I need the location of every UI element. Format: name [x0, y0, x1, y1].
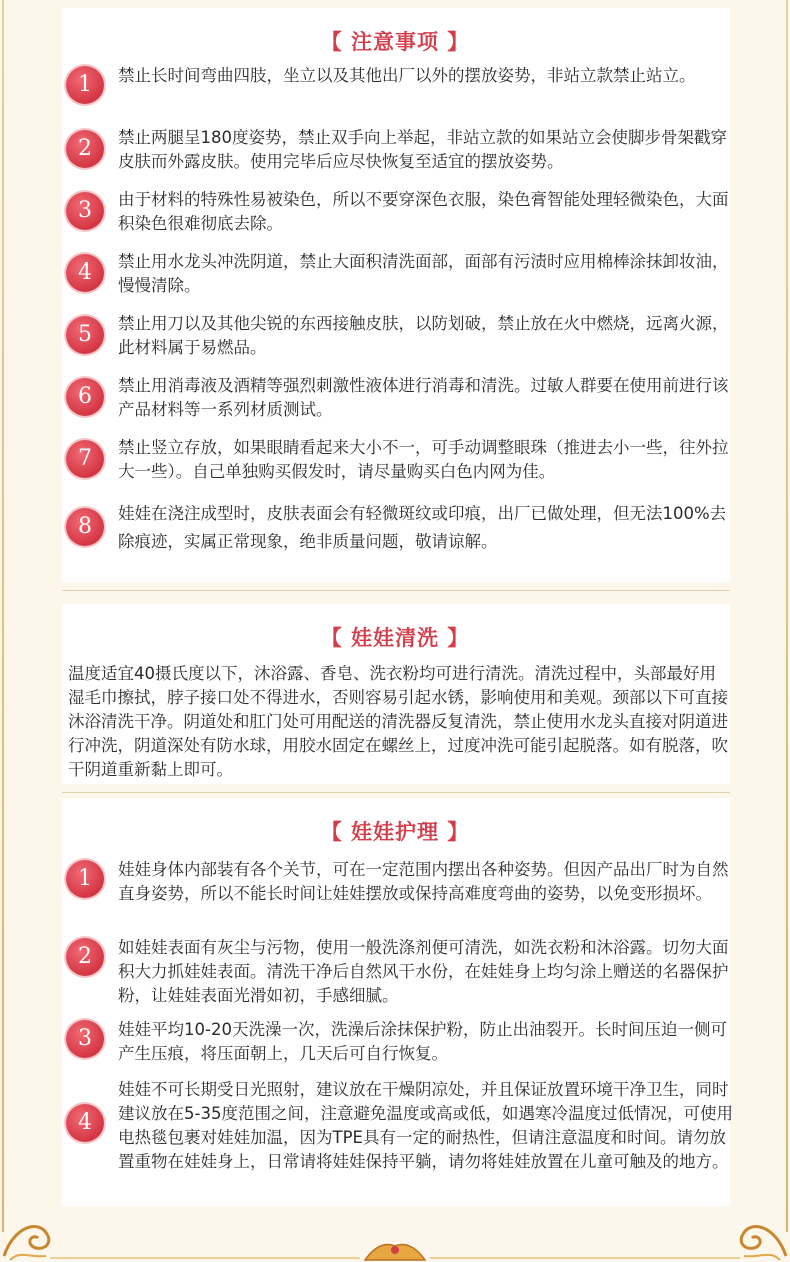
number-badge: 4 [66, 254, 104, 292]
number-badge: 4 [66, 1104, 104, 1142]
left-corner-scroll [4, 1226, 49, 1256]
number-badge: 6 [66, 378, 104, 416]
notice-title: 【 注意事项 】 [320, 30, 470, 54]
section-divider [62, 792, 730, 793]
number-badge: 8 [66, 508, 104, 546]
care-item-text: 如娃娃表面有灰尘与污物，使用一般洗涤剂便可清洗，如洗衣粉和沐浴露。切勿大面积大力抓娃娃表面。清洗干净后自然风干水份，在娃娃身上均匀涂上赠送的名器保护粉，让娃娃表面光滑如初，手感细腻。 [118, 938, 729, 1005]
cleaning-text: 温度适宜40摄氏度以下，沐浴露、香皂、洗衣粉均可进行清洗。清洗过程中，头部最好用湿毛巾擦拭，脖子接口处不得进水，否则容易引起水锈，影响使用和美观。颈部以下可直接沐浴清洗干净。阴道处和肛门处可用配送的清洗器反复清洗，禁止使用水龙头直接对阴道进行冲洗，阴道深处有防水球，用胶水固定在螺丝上，过度冲洗可能引起脱落。如有脱落，吹干阴道重新黏上即可。 [68, 664, 728, 779]
care-title: 【 娃娃护理 】 [320, 820, 470, 844]
number-badge: 1 [66, 860, 104, 898]
right-corner-flourish [744, 1255, 780, 1260]
number-badge: 1 [66, 66, 104, 104]
cleaning-title: 【 娃娃清洗 】 [320, 626, 470, 650]
left-corner-flourish [10, 1255, 46, 1260]
bottom-ornament [0, 1206, 790, 1262]
care-item-text: 娃娃平均10-20天洗澡一次，洗澡后涂抹保护粉，防止出油裂开。长时间压迫一侧可产生压痕，将压面朝上，几天后可自行恢复。 [118, 1020, 727, 1063]
number-badge: 3 [66, 192, 104, 230]
notice-item-text: 禁止用刀以及其他尖锐的东西接触皮肤，以防划破，禁止放在火中燃烧，远离火源，此材料属于易燃品。 [118, 314, 729, 357]
care-item-text: 娃娃身体内部装有各个关节，可在一定范围内摆出各种姿势。但因产品出厂时为自然直身姿势，所以不能长时间让娃娃摆放或保持高难度弯曲的姿势，以免变形损坏。 [118, 860, 729, 903]
frame-right-border [786, 0, 788, 1232]
notice-item-text: 由于材料的特殊性易被染色，所以不要穿深色衣服，染色膏智能处理轻微染色，大面积染色很难彻底去除。 [118, 190, 729, 233]
center-ornament-gem [391, 1246, 399, 1254]
right-corner-scroll [741, 1226, 786, 1256]
notice-item-text: 禁止用水龙头冲洗阴道，禁止大面积清洗面部，面部有污渍时应用棉棒涂抹卸妆油，慢慢清除。 [118, 252, 729, 295]
notice-item-text: 禁止两腿呈180度姿势，禁止双手向上举起，非站立款的如果站立会使脚步骨架戳穿皮肤而外露皮肤。使用完毕后应尽快恢复至适宜的摆放姿势。 [118, 128, 727, 171]
care-item-text: 娃娃不可长期受日光照射，建议放在干燥阴凉处，并且保证放置环境干净卫生，同时建议放在5-35度范围之间，注意避免温度或高或低，如遇寒冷温度过低情况，可使用电热毯包裹对娃娃加温，因为TPE具有一定的耐热性，但请注意温度和时间。请勿放置重物在娃娃身上，日常请将娃娃保持平躺，请勿将娃娃放置在儿童可触及的地方。 [118, 1080, 733, 1171]
number-badge: 3 [66, 1020, 104, 1058]
section-divider [62, 590, 730, 591]
number-badge: 2 [66, 938, 104, 976]
number-badge: 2 [66, 130, 104, 168]
notice-item-text: 禁止长时间弯曲四肢，坐立以及其他出厂以外的摆放姿势，非站立款禁止站立。 [118, 66, 696, 85]
number-badge: 5 [66, 316, 104, 354]
frame-left-border [2, 0, 4, 1232]
notice-item-text: 禁止竖立存放，如果眼睛看起来大小不一，可手动调整眼珠（推进去小一些，往外拉大一些）。自己单独购买假发时，请尽量购买白色内网为佳。 [118, 438, 729, 481]
notice-item-text: 娃娃在浇注成型时，皮肤表面会有轻微斑纹或印痕，出厂已做处理，但无法100%去除痕迹，实属正常现象，绝非质量问题，敬请谅解。 [118, 504, 727, 551]
notice-item-text: 禁止用消毒液及酒精等强烈刺激性液体进行消毒和清洗。过敏人群要在使用前进行该产品材料等一系列材质测试。 [118, 376, 729, 419]
number-badge: 7 [66, 440, 104, 478]
